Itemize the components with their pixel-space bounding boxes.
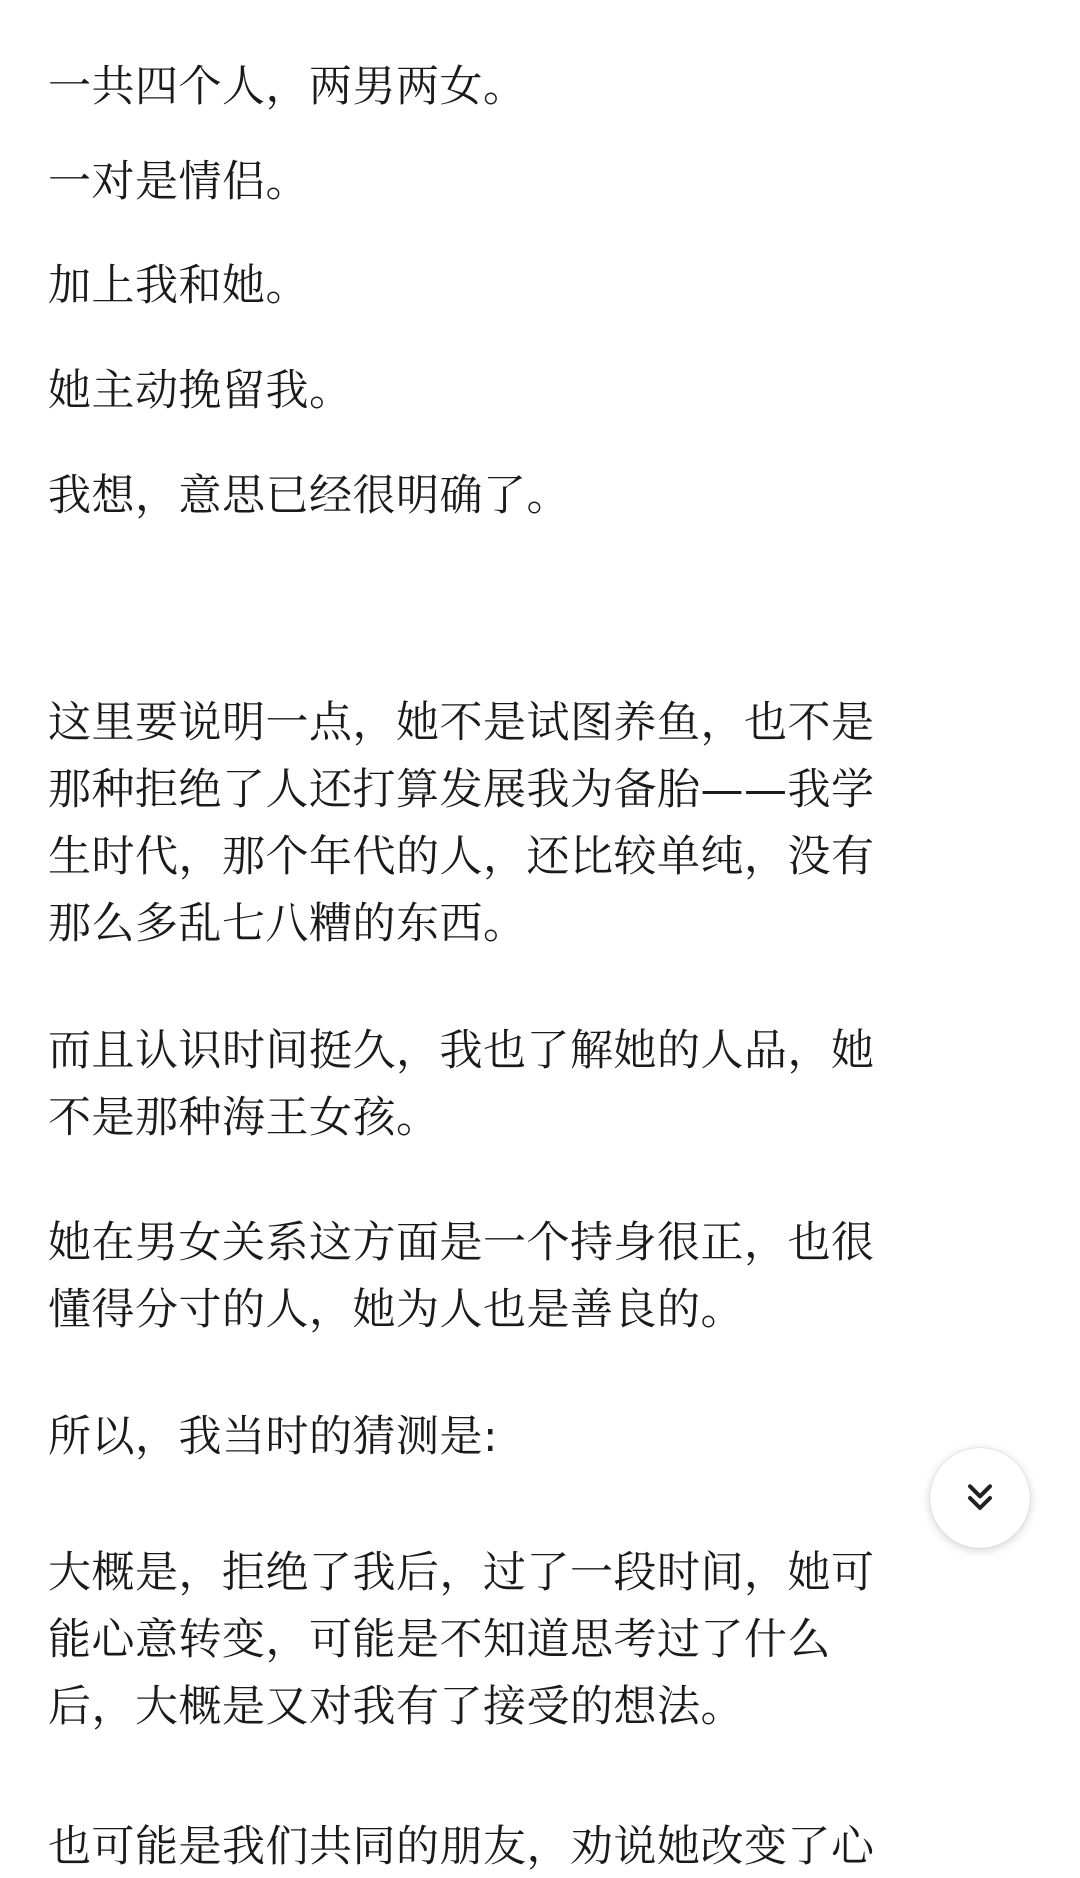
paragraph-8: 她在男女关系这方面是一个持身很正，也很 懂得分寸的人，她为人也是善良的。 [48, 1218, 875, 1335]
paragraph-7: 而且认识时间挺久，我也了解她的人品，她 不是那种海王女孩。 [48, 1026, 875, 1143]
paragraph-4: 她主动挽留我。 [48, 366, 353, 416]
paragraph-3: 加上我和她。 [48, 261, 309, 311]
paragraph-2: 一对是情侣。 [48, 157, 309, 207]
paragraph-1: 一共四个人，两男两女。 [48, 62, 527, 112]
paragraph-10: 大概是，拒绝了我后，过了一段时间，她可 能心意转变，可能是不知道思考过了什么 后，大概是又对我有了接受的想法。 [48, 1548, 875, 1732]
double-chevron-down-icon [960, 1478, 1000, 1518]
article-body [48, 0, 1008, 1878]
paragraph-5: 我想，意思已经很明确了。 [48, 471, 570, 521]
paragraph-9: 所以，我当时的猜测是: [48, 1412, 498, 1462]
scroll-down-button[interactable] [930, 1448, 1030, 1548]
paragraph-6: 这里要说明一点，她不是试图养鱼，也不是 那种拒绝了人还打算发展我为备胎——我学 生时代，那个年代的人，还比较单纯，没有 那么多乱七八糟的东西。 [48, 698, 875, 949]
paragraph-11: 也可能是我们共同的朋友，劝说她改变了心 [48, 1822, 875, 1872]
